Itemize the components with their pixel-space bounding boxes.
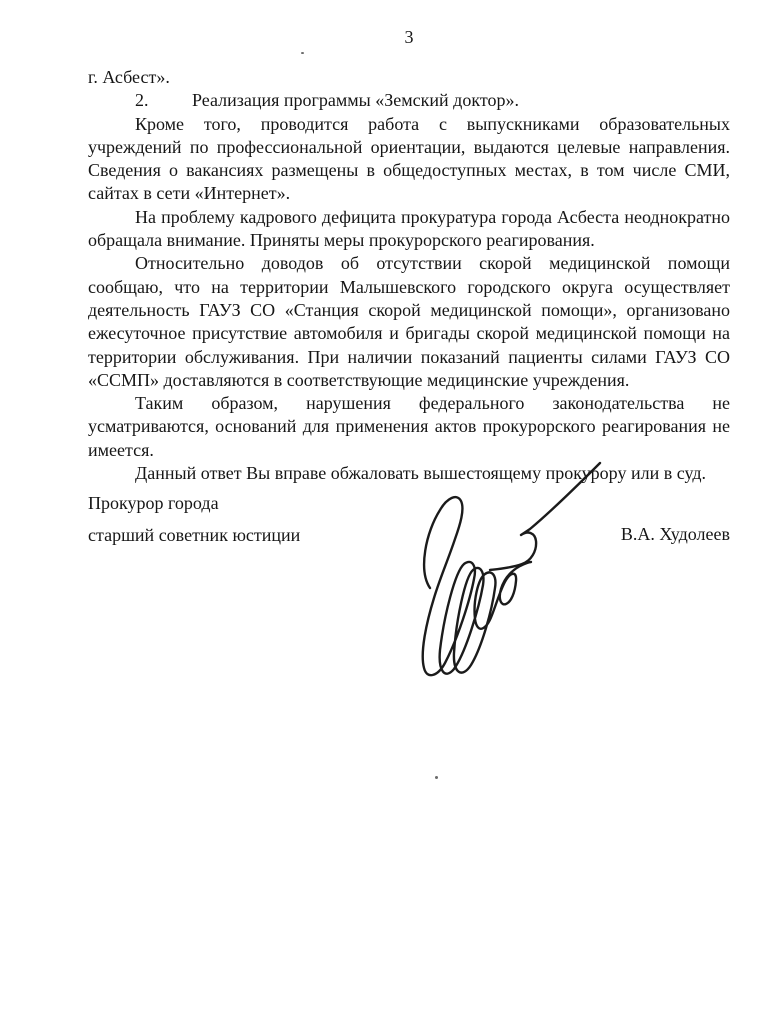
list-item-number: 2. — [135, 90, 149, 111]
page-number: 3 — [404, 27, 414, 47]
signer-position-line2: старший советник юстиции — [88, 525, 301, 545]
paragraph: Кроме того, проводится работа с выпускниками образовательных учреждений по профессиональной ориентации, выдаются целевые направления. Сведения о вакансиях размещены в общедоступных местах, в том числе СМИ, сайтах в сети «Интернет». — [88, 113, 730, 204]
list-item-text: Реализация программы «Земский доктор». — [192, 90, 519, 111]
paragraph-closing: Данный ответ Вы вправе обжаловать вышестоящему прокурору или в суд. — [135, 463, 706, 484]
scan-artifact-dot — [435, 776, 438, 779]
signer-position-line1: Прокурор города — [88, 493, 219, 513]
paragraph: Таким образом, нарушения федерального законодательства не усматриваются, оснований для применения актов прокурорского реагирования не имеется. — [88, 393, 730, 460]
paragraph-continuation: г. Асбест». — [88, 67, 170, 87]
signature-block — [88, 492, 730, 547]
scan-artifact-dot — [301, 52, 304, 54]
list-item — [88, 89, 730, 112]
paragraph: На проблему кадрового дефицита прокуратура города Асбеста неоднократно обращала внимание. Приняты меры прокурорского реагирования. — [88, 206, 730, 251]
document-body — [88, 66, 730, 485]
paragraph: Относительно доводов об отсутствии скорой медицинской помощи сообщаю, что на территории Малышевского городского округа осуществляет деятельность ГАУЗ СО «Станция скорой медицинской помощи», организовано ежесуточное присутствие автомобиля и бригады скорой медицинской помощи на территории обслуживания. При наличии показаний пациенты силами ГАУЗ СО «ССМП» доставляются в соответствующие медицинские учреждения. — [88, 253, 730, 390]
signer-name: В.А. Худолеев — [620, 524, 730, 544]
